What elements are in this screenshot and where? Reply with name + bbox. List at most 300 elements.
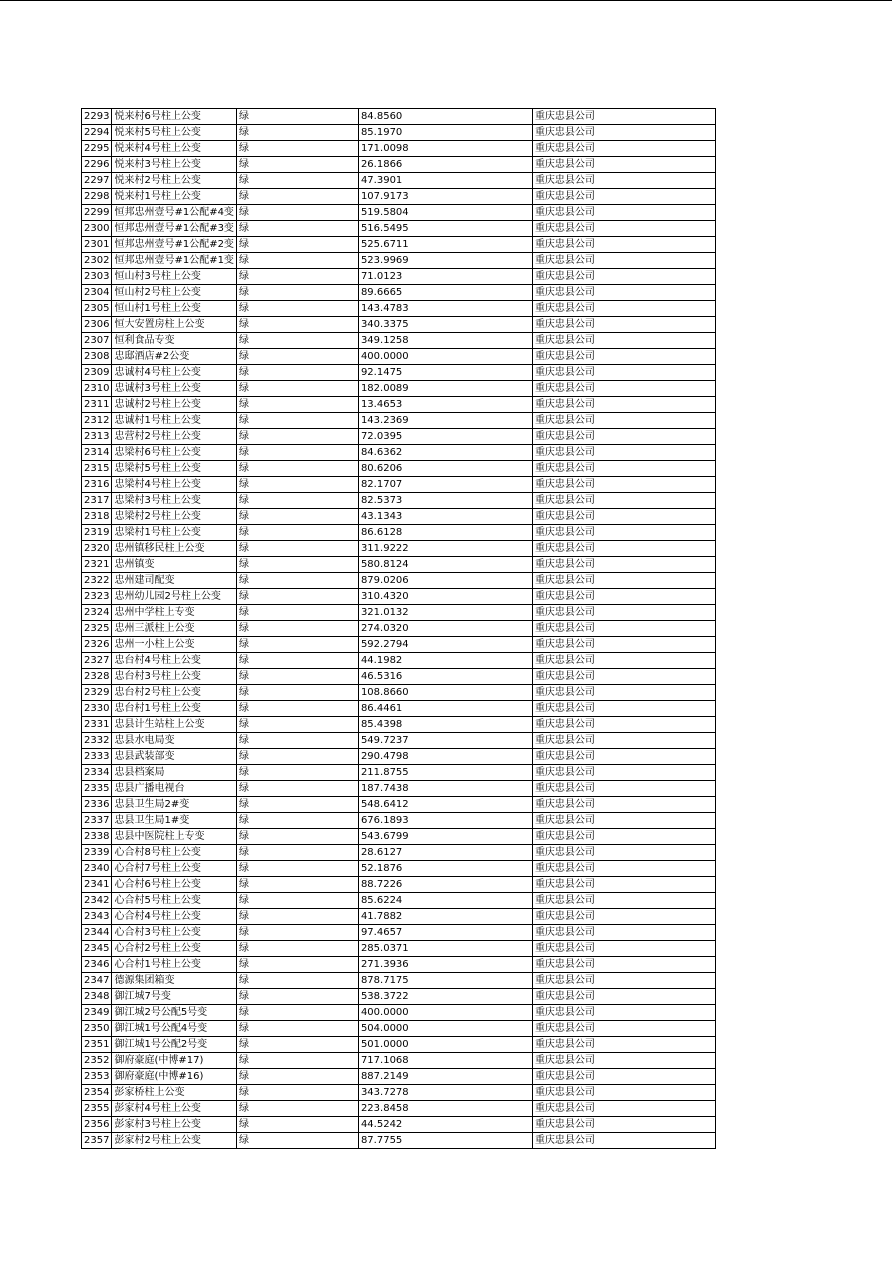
row-id-cell: 2321 (82, 557, 112, 573)
table-row (82, 173, 716, 189)
company-cell: 重庆忠县公司 (532, 317, 715, 333)
row-id-cell: 2319 (82, 525, 112, 541)
transformer-name-cell: 心合村2号柱上公变 (112, 941, 236, 957)
transformer-name-cell: 忠县中医院柱上专变 (112, 829, 236, 845)
value-cell: 84.8560 (358, 109, 532, 125)
table-row (82, 253, 716, 269)
value-cell: 107.9173 (358, 189, 532, 205)
row-id-cell: 2348 (82, 989, 112, 1005)
row-id-cell: 2299 (82, 205, 112, 221)
table-row (82, 1053, 716, 1069)
transformer-name-cell: 忠州镇变 (112, 557, 236, 573)
transformer-name-cell: 恒山村3号柱上公变 (112, 269, 236, 285)
row-id-cell: 2318 (82, 509, 112, 525)
value-cell: 548.6412 (358, 797, 532, 813)
row-id-cell: 2298 (82, 189, 112, 205)
value-cell: 538.3722 (358, 989, 532, 1005)
table-row (82, 925, 716, 941)
row-id-cell: 2323 (82, 589, 112, 605)
value-cell: 44.5242 (358, 1117, 532, 1133)
value-cell: 887.2149 (358, 1069, 532, 1085)
company-cell: 重庆忠县公司 (532, 861, 715, 877)
status-color-cell: 绿 (236, 237, 358, 253)
value-cell: 290.4798 (358, 749, 532, 765)
status-color-cell: 绿 (236, 1117, 358, 1133)
row-id-cell: 2301 (82, 237, 112, 253)
transformer-name-cell: 恒邦忠州壹号#1公配#2变 (112, 237, 236, 253)
status-color-cell: 绿 (236, 157, 358, 173)
company-cell: 重庆忠县公司 (532, 125, 715, 141)
company-cell: 重庆忠县公司 (532, 301, 715, 317)
transformer-name-cell: 忠州建司配变 (112, 573, 236, 589)
value-cell: 543.6799 (358, 829, 532, 845)
company-cell: 重庆忠县公司 (532, 253, 715, 269)
status-color-cell: 绿 (236, 477, 358, 493)
table-row (82, 685, 716, 701)
company-cell: 重庆忠县公司 (532, 269, 715, 285)
status-color-cell: 绿 (236, 493, 358, 509)
value-cell: 86.4461 (358, 701, 532, 717)
row-id-cell: 2315 (82, 461, 112, 477)
status-color-cell: 绿 (236, 829, 358, 845)
value-cell: 43.1343 (358, 509, 532, 525)
company-cell: 重庆忠县公司 (532, 349, 715, 365)
transformer-name-cell: 御江城7号变 (112, 989, 236, 1005)
status-color-cell: 绿 (236, 125, 358, 141)
table-row (82, 237, 716, 253)
value-cell: 580.8124 (358, 557, 532, 573)
value-cell: 108.8660 (358, 685, 532, 701)
table-row (82, 1133, 716, 1149)
transformer-name-cell: 忠梁村6号柱上公变 (112, 445, 236, 461)
company-cell: 重庆忠县公司 (532, 173, 715, 189)
table-row (82, 653, 716, 669)
company-cell: 重庆忠县公司 (532, 941, 715, 957)
value-cell: 41.7882 (358, 909, 532, 925)
company-cell: 重庆忠县公司 (532, 1053, 715, 1069)
table-row (82, 1005, 716, 1021)
row-id-cell: 2357 (82, 1133, 112, 1149)
value-cell: 349.1258 (358, 333, 532, 349)
table-row (82, 397, 716, 413)
company-cell: 重庆忠县公司 (532, 541, 715, 557)
transformer-name-cell: 御江城1号公配4号变 (112, 1021, 236, 1037)
row-id-cell: 2342 (82, 893, 112, 909)
transformer-name-cell: 忠县计生站柱上公变 (112, 717, 236, 733)
table-row (82, 557, 716, 573)
row-id-cell: 2346 (82, 957, 112, 973)
company-cell: 重庆忠县公司 (532, 669, 715, 685)
status-color-cell: 绿 (236, 669, 358, 685)
value-cell: 84.6362 (358, 445, 532, 461)
value-cell: 310.4320 (358, 589, 532, 605)
value-cell: 182.0089 (358, 381, 532, 397)
status-color-cell: 绿 (236, 253, 358, 269)
row-id-cell: 2336 (82, 797, 112, 813)
value-cell: 82.5373 (358, 493, 532, 509)
transformer-name-cell: 彭家村2号柱上公变 (112, 1133, 236, 1149)
company-cell: 重庆忠县公司 (532, 221, 715, 237)
status-color-cell: 绿 (236, 1037, 358, 1053)
row-id-cell: 2295 (82, 141, 112, 157)
status-color-cell: 绿 (236, 861, 358, 877)
value-cell: 52.1876 (358, 861, 532, 877)
row-id-cell: 2329 (82, 685, 112, 701)
table-row (82, 1085, 716, 1101)
status-color-cell: 绿 (236, 317, 358, 333)
transformer-name-cell: 忠梁村3号柱上公变 (112, 493, 236, 509)
transformer-name-cell: 忠台村3号柱上公变 (112, 669, 236, 685)
table-row (82, 269, 716, 285)
transformer-name-cell: 忠梁村5号柱上公变 (112, 461, 236, 477)
status-color-cell: 绿 (236, 269, 358, 285)
value-cell: 717.1068 (358, 1053, 532, 1069)
table-row (82, 605, 716, 621)
value-cell: 143.2369 (358, 413, 532, 429)
value-cell: 97.4657 (358, 925, 532, 941)
company-cell: 重庆忠县公司 (532, 445, 715, 461)
table-row (82, 381, 716, 397)
status-color-cell: 绿 (236, 1133, 358, 1149)
table-row (82, 1037, 716, 1053)
transformer-name-cell: 忠县水电局变 (112, 733, 236, 749)
row-id-cell: 2310 (82, 381, 112, 397)
company-cell: 重庆忠县公司 (532, 1101, 715, 1117)
company-cell: 重庆忠县公司 (532, 1005, 715, 1021)
table-row (82, 717, 716, 733)
status-color-cell: 绿 (236, 301, 358, 317)
value-cell: 504.0000 (358, 1021, 532, 1037)
row-id-cell: 2331 (82, 717, 112, 733)
company-cell: 重庆忠县公司 (532, 509, 715, 525)
status-color-cell: 绿 (236, 989, 358, 1005)
company-cell: 重庆忠县公司 (532, 381, 715, 397)
transformer-name-cell: 忠县广播电视台 (112, 781, 236, 797)
row-id-cell: 2356 (82, 1117, 112, 1133)
row-id-cell: 2316 (82, 477, 112, 493)
status-color-cell: 绿 (236, 525, 358, 541)
company-cell: 重庆忠县公司 (532, 205, 715, 221)
status-color-cell: 绿 (236, 1021, 358, 1037)
transformer-name-cell: 德源集团箱变 (112, 973, 236, 989)
table-row (82, 493, 716, 509)
company-cell: 重庆忠县公司 (532, 829, 715, 845)
value-cell: 44.1982 (358, 653, 532, 669)
table-row (82, 157, 716, 173)
company-cell: 重庆忠县公司 (532, 733, 715, 749)
table-row (82, 509, 716, 525)
transformer-name-cell: 忠诚村4号柱上公变 (112, 365, 236, 381)
transformer-name-cell: 恒利食品专变 (112, 333, 236, 349)
transformer-name-cell: 心合村6号柱上公变 (112, 877, 236, 893)
company-cell: 重庆忠县公司 (532, 157, 715, 173)
transformer-name-cell: 悦来村5号柱上公变 (112, 125, 236, 141)
status-color-cell: 绿 (236, 557, 358, 573)
status-color-cell: 绿 (236, 717, 358, 733)
transformer-name-cell: 忠州中学柱上专变 (112, 605, 236, 621)
transformer-name-cell: 忠台村4号柱上公变 (112, 653, 236, 669)
row-id-cell: 2307 (82, 333, 112, 349)
company-cell: 重庆忠县公司 (532, 685, 715, 701)
transformer-name-cell: 忠营村2号柱上公变 (112, 429, 236, 445)
transformer-name-cell: 忠州镇移民柱上公变 (112, 541, 236, 557)
value-cell: 71.0123 (358, 269, 532, 285)
row-id-cell: 2350 (82, 1021, 112, 1037)
table-row (82, 365, 716, 381)
transformer-name-cell: 恒邦忠州壹号#1公配#4变 (112, 205, 236, 221)
status-color-cell: 绿 (236, 701, 358, 717)
status-color-cell: 绿 (236, 189, 358, 205)
company-cell: 重庆忠县公司 (532, 957, 715, 973)
table-row (82, 797, 716, 813)
row-id-cell: 2352 (82, 1053, 112, 1069)
row-id-cell: 2339 (82, 845, 112, 861)
transformer-name-cell: 悦来村4号柱上公变 (112, 141, 236, 157)
status-color-cell: 绿 (236, 349, 358, 365)
status-color-cell: 绿 (236, 141, 358, 157)
company-cell: 重庆忠县公司 (532, 781, 715, 797)
value-cell: 676.1893 (358, 813, 532, 829)
transformer-name-cell: 忠诚村2号柱上公变 (112, 397, 236, 413)
table-row (82, 765, 716, 781)
table-row (82, 333, 716, 349)
table-row (82, 477, 716, 493)
value-cell: 47.3901 (358, 173, 532, 189)
row-id-cell: 2333 (82, 749, 112, 765)
value-cell: 400.0000 (358, 349, 532, 365)
value-cell: 592.2794 (358, 637, 532, 653)
status-color-cell: 绿 (236, 893, 358, 909)
table-row (82, 205, 716, 221)
company-cell: 重庆忠县公司 (532, 1085, 715, 1101)
status-color-cell: 绿 (236, 445, 358, 461)
transformer-name-cell: 恒大安置房柱上公变 (112, 317, 236, 333)
value-cell: 85.4398 (358, 717, 532, 733)
table-row (82, 349, 716, 365)
status-color-cell: 绿 (236, 925, 358, 941)
company-cell: 重庆忠县公司 (532, 333, 715, 349)
row-id-cell: 2313 (82, 429, 112, 445)
table-row (82, 1069, 716, 1085)
transformer-name-cell: 忠州三派柱上公变 (112, 621, 236, 637)
company-cell: 重庆忠县公司 (532, 717, 715, 733)
transformer-name-cell: 悦来村3号柱上公变 (112, 157, 236, 173)
value-cell: 211.8755 (358, 765, 532, 781)
row-id-cell: 2300 (82, 221, 112, 237)
status-color-cell: 绿 (236, 429, 358, 445)
company-cell: 重庆忠县公司 (532, 589, 715, 605)
status-color-cell: 绿 (236, 637, 358, 653)
table-row (82, 1117, 716, 1133)
row-id-cell: 2322 (82, 573, 112, 589)
row-id-cell: 2327 (82, 653, 112, 669)
company-cell: 重庆忠县公司 (532, 1133, 715, 1149)
top-border-line (0, 0, 892, 1)
table-row (82, 733, 716, 749)
transformer-name-cell: 恒山村2号柱上公变 (112, 285, 236, 301)
company-cell: 重庆忠县公司 (532, 765, 715, 781)
company-cell: 重庆忠县公司 (532, 413, 715, 429)
transformer-name-cell: 忠台村1号柱上公变 (112, 701, 236, 717)
status-color-cell: 绿 (236, 109, 358, 125)
row-id-cell: 2325 (82, 621, 112, 637)
transformer-name-cell: 忠县武装部变 (112, 749, 236, 765)
transformer-name-cell: 忠邸酒店#2公变 (112, 349, 236, 365)
company-cell: 重庆忠县公司 (532, 653, 715, 669)
company-cell: 重庆忠县公司 (532, 925, 715, 941)
value-cell: 92.1475 (358, 365, 532, 381)
status-color-cell: 绿 (236, 573, 358, 589)
transformer-name-cell: 忠诚村1号柱上公变 (112, 413, 236, 429)
row-id-cell: 2347 (82, 973, 112, 989)
status-color-cell: 绿 (236, 877, 358, 893)
transformer-name-cell: 忠州幼儿园2号柱上公变 (112, 589, 236, 605)
table-body (82, 109, 716, 1149)
status-color-cell: 绿 (236, 653, 358, 669)
row-id-cell: 2314 (82, 445, 112, 461)
table-row (82, 1101, 716, 1117)
transformer-name-cell: 悦来村1号柱上公变 (112, 189, 236, 205)
table-row (82, 669, 716, 685)
row-id-cell: 2308 (82, 349, 112, 365)
row-id-cell: 2343 (82, 909, 112, 925)
table-row (82, 989, 716, 1005)
value-cell: 271.3936 (358, 957, 532, 973)
table-row (82, 701, 716, 717)
value-cell: 88.7226 (358, 877, 532, 893)
transformer-name-cell: 忠县档案局 (112, 765, 236, 781)
row-id-cell: 2305 (82, 301, 112, 317)
company-cell: 重庆忠县公司 (532, 749, 715, 765)
table-row (82, 573, 716, 589)
status-color-cell: 绿 (236, 813, 358, 829)
status-color-cell: 绿 (236, 749, 358, 765)
status-color-cell: 绿 (236, 957, 358, 973)
company-cell: 重庆忠县公司 (532, 493, 715, 509)
row-id-cell: 2296 (82, 157, 112, 173)
transformer-name-cell: 忠州一小柱上公变 (112, 637, 236, 653)
company-cell: 重庆忠县公司 (532, 637, 715, 653)
row-id-cell: 2341 (82, 877, 112, 893)
value-cell: 879.0206 (358, 573, 532, 589)
status-color-cell: 绿 (236, 397, 358, 413)
transformer-name-cell: 忠诚村3号柱上公变 (112, 381, 236, 397)
company-cell: 重庆忠县公司 (532, 189, 715, 205)
transformer-name-cell: 忠梁村1号柱上公变 (112, 525, 236, 541)
company-cell: 重庆忠县公司 (532, 605, 715, 621)
table-row (82, 813, 716, 829)
value-cell: 86.6128 (358, 525, 532, 541)
value-cell: 28.6127 (358, 845, 532, 861)
status-color-cell: 绿 (236, 765, 358, 781)
value-cell: 13.4653 (358, 397, 532, 413)
status-color-cell: 绿 (236, 1069, 358, 1085)
row-id-cell: 2351 (82, 1037, 112, 1053)
row-id-cell: 2349 (82, 1005, 112, 1021)
status-color-cell: 绿 (236, 365, 358, 381)
transformer-name-cell: 御府豪庭(中博#17) (112, 1053, 236, 1069)
company-cell: 重庆忠县公司 (532, 109, 715, 125)
company-cell: 重庆忠县公司 (532, 525, 715, 541)
row-id-cell: 2294 (82, 125, 112, 141)
transformer-name-cell: 心合村3号柱上公变 (112, 925, 236, 941)
value-cell: 516.5495 (358, 221, 532, 237)
table-row (82, 781, 716, 797)
row-id-cell: 2302 (82, 253, 112, 269)
company-cell: 重庆忠县公司 (532, 1021, 715, 1037)
status-color-cell: 绿 (236, 461, 358, 477)
transformer-name-cell: 心合村7号柱上公变 (112, 861, 236, 877)
status-color-cell: 绿 (236, 589, 358, 605)
transformer-name-cell: 悦来村2号柱上公变 (112, 173, 236, 189)
value-cell: 519.5804 (358, 205, 532, 221)
transformer-name-cell: 忠台村2号柱上公变 (112, 685, 236, 701)
table-row (82, 909, 716, 925)
row-id-cell: 2317 (82, 493, 112, 509)
company-cell: 重庆忠县公司 (532, 797, 715, 813)
status-color-cell: 绿 (236, 509, 358, 525)
value-cell: 274.0320 (358, 621, 532, 637)
company-cell: 重庆忠县公司 (532, 813, 715, 829)
data-table (81, 108, 716, 1149)
transformer-name-cell: 御江城1号公配2号变 (112, 1037, 236, 1053)
row-id-cell: 2311 (82, 397, 112, 413)
row-id-cell: 2328 (82, 669, 112, 685)
table-row (82, 429, 716, 445)
company-cell: 重庆忠县公司 (532, 285, 715, 301)
table-row (82, 845, 716, 861)
transformer-name-cell: 彭家桥柱上公变 (112, 1085, 236, 1101)
transformer-name-cell: 彭家村4号柱上公变 (112, 1101, 236, 1117)
table-row (82, 109, 716, 125)
transformer-name-cell: 心合村1号柱上公变 (112, 957, 236, 973)
value-cell: 878.7175 (358, 973, 532, 989)
table-row (82, 285, 716, 301)
company-cell: 重庆忠县公司 (532, 877, 715, 893)
status-color-cell: 绿 (236, 845, 358, 861)
transformer-name-cell: 心合村4号柱上公变 (112, 909, 236, 925)
value-cell: 26.1866 (358, 157, 532, 173)
company-cell: 重庆忠县公司 (532, 1069, 715, 1085)
row-id-cell: 2303 (82, 269, 112, 285)
value-cell: 143.4783 (358, 301, 532, 317)
row-id-cell: 2306 (82, 317, 112, 333)
value-cell: 525.6711 (358, 237, 532, 253)
status-color-cell: 绿 (236, 685, 358, 701)
company-cell: 重庆忠县公司 (532, 1117, 715, 1133)
row-id-cell: 2334 (82, 765, 112, 781)
company-cell: 重庆忠县公司 (532, 365, 715, 381)
table-row (82, 221, 716, 237)
value-cell: 343.7278 (358, 1085, 532, 1101)
table-row (82, 413, 716, 429)
table-row (82, 749, 716, 765)
status-color-cell: 绿 (236, 333, 358, 349)
status-color-cell: 绿 (236, 1005, 358, 1021)
transformer-name-cell: 悦来村6号柱上公变 (112, 109, 236, 125)
table-row (82, 637, 716, 653)
value-cell: 523.9969 (358, 253, 532, 269)
status-color-cell: 绿 (236, 221, 358, 237)
row-id-cell: 2345 (82, 941, 112, 957)
value-cell: 400.0000 (358, 1005, 532, 1021)
row-id-cell: 2340 (82, 861, 112, 877)
company-cell: 重庆忠县公司 (532, 973, 715, 989)
status-color-cell: 绿 (236, 909, 358, 925)
row-id-cell: 2355 (82, 1101, 112, 1117)
status-color-cell: 绿 (236, 285, 358, 301)
table-row (82, 621, 716, 637)
